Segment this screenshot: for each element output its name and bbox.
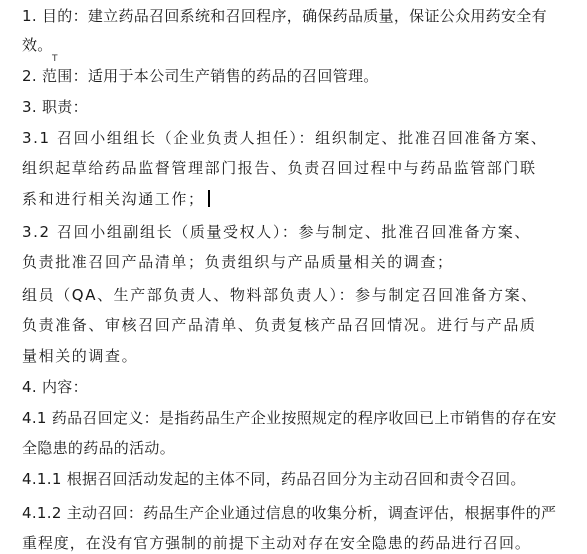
doc-line-members-cont1: 负责准备、审核召回产品清单、负责复核产品召回情况。进行与产品质	[22, 316, 537, 334]
doc-line-leader-cont1: 组织起草给药品监督管理部门报告、负责召回过程中与药品监管部门联	[22, 159, 537, 177]
doc-line-definition-cont: 全隐患的药品的活动。	[22, 439, 176, 457]
doc-line-content: 4. 内容：	[22, 378, 88, 396]
doc-line-deputy-cont: 负责批准召回产品清单；负责组织与产品质量相关的调查；	[22, 253, 454, 271]
doc-line-leader-cont2	[22, 189, 210, 209]
doc-line-leader: 3.1 召回小组组长（企业负责人担任）：组织制定、批准召回准备方案、	[22, 129, 548, 147]
doc-line-members: 组员（QA、生产部负责人、物料部负责人）：参与制定召回准备方案、	[22, 286, 538, 304]
doc-line-leader-cont2-text: 系和进行相关沟通工作；	[22, 190, 205, 208]
doc-line-recall-types: 4.1.1 根据召回活动发起的主体不同，药品召回分为主动召回和责令召回。	[22, 470, 526, 488]
doc-line-purpose: 1. 目的：建立药品召回系统和召回程序，确保药品质量，保证公众用药安全有	[22, 7, 547, 25]
doc-line-deputy: 3.2 召回小组副组长（质量受权人）：参与制定、批准召回准备方案、	[22, 223, 531, 241]
mouse-cursor-icon: T	[52, 54, 58, 64]
doc-line-voluntary-recall-cont: 重程度，在没有官方强制的前提下主动对存在安全隐患的药品进行召回。	[22, 534, 531, 552]
text-caret	[208, 190, 210, 207]
doc-line-members-cont2: 量相关的调查。	[22, 347, 139, 365]
doc-line-definition: 4.1 药品召回定义：是指药品生产企业按照规定的程序收回已上市销售的存在安	[22, 409, 557, 427]
doc-line-scope: 2. 范围：适用于本公司生产销售的药品的召回管理。	[22, 67, 379, 85]
doc-line-voluntary-recall: 4.1.2 主动召回：药品生产企业通过信息的收集分析，调查评估，根据事件的严	[22, 504, 557, 522]
doc-line-purpose-cont: 效。	[22, 36, 53, 54]
doc-line-duties: 3. 职责：	[22, 98, 88, 116]
